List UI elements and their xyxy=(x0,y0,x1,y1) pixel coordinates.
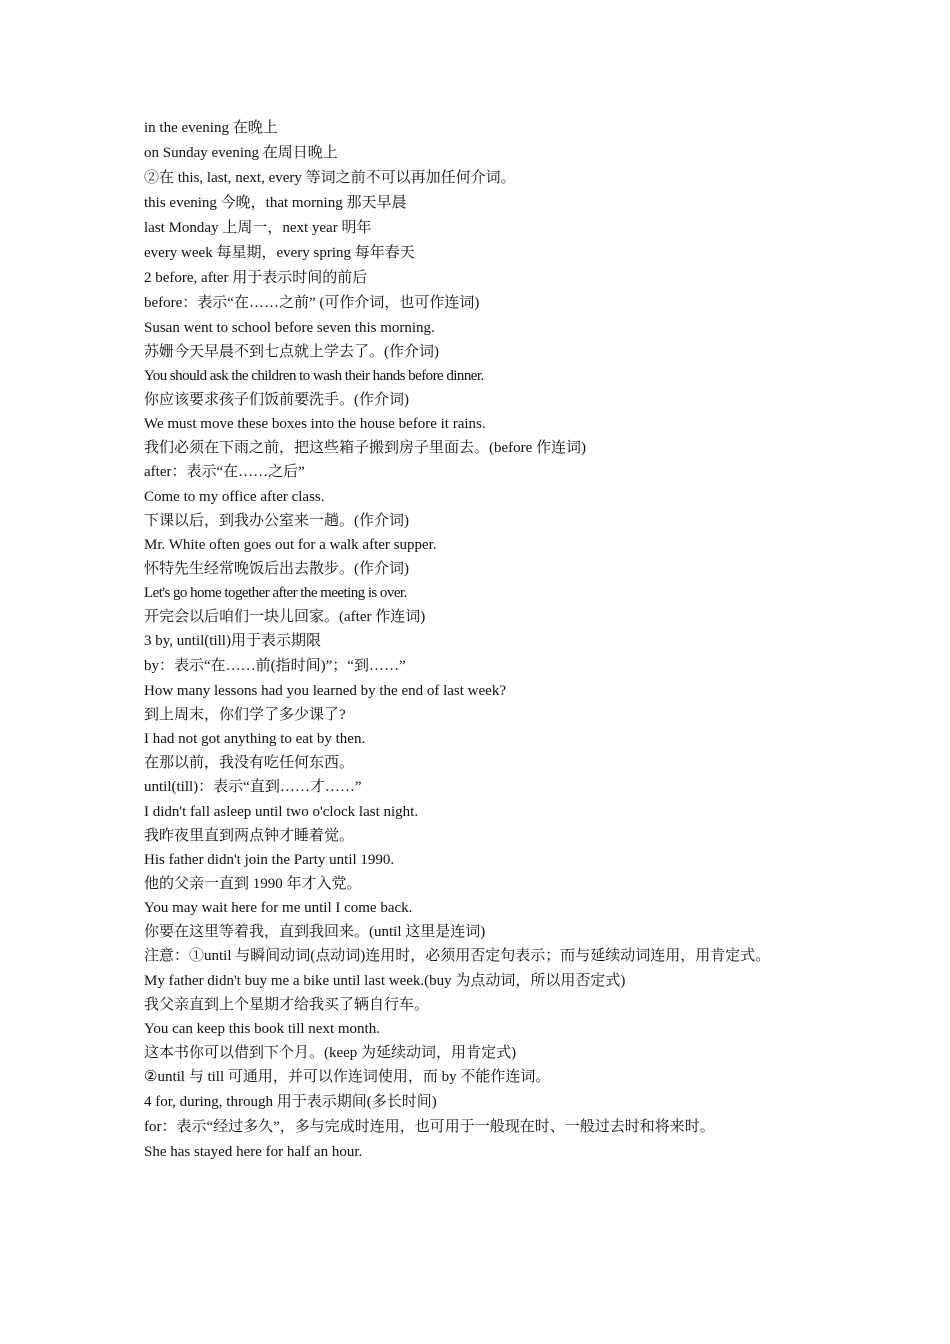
text-line: until(till)：表示“直到……才……” xyxy=(144,779,362,795)
text-line: after：表示“在……之后” xyxy=(144,464,305,480)
text-line: in the evening 在晚上 xyxy=(144,120,278,136)
example-en: Come to my office after class. xyxy=(144,489,325,505)
text-line: for：表示“经过多久”，多与完成时连用，也可用于一般现在时、一般过去时和将来时。 xyxy=(144,1119,715,1135)
example-en: She has stayed here for half an hour. xyxy=(144,1144,363,1160)
section-heading: 3 by, until(till)用于表示期限 xyxy=(144,633,321,649)
example-cn: 我昨夜里直到两点钟才睡着觉。 xyxy=(144,828,355,844)
example-cn: 苏姗今天早晨不到七点就上学去了。(作介词) xyxy=(144,344,439,360)
example-en: You should ask the children to wash their hands before dinner. xyxy=(144,368,484,384)
note-line: ②until 与 till 可通用，并可以作连词使用，而 by 不能作连词。 xyxy=(144,1069,551,1085)
section-heading: 2 before, after 用于表示时间的前后 xyxy=(144,270,368,286)
example-cn: 你应该要求孩子们饭前要洗手。(作介词) xyxy=(144,392,409,408)
section-heading: 4 for, during, through 用于表示期间(多长时间) xyxy=(144,1094,437,1110)
example-en: We must move these boxes into the house before it rains. xyxy=(144,416,486,432)
example-en: How many lessons had you learned by the end of last week? xyxy=(144,683,506,699)
example-cn: 这本书你可以借到下个月。(keep 为延续动词，用肯定式) xyxy=(144,1045,517,1061)
example-cn: 下课以后，到我办公室来一趟。(作介词) xyxy=(144,513,409,529)
text-line: last Monday 上周一，next year 明年 xyxy=(144,220,372,236)
example-en: You may wait here for me until I come back. xyxy=(144,900,413,916)
note-paragraph: 注意：①until 与瞬间动词(点动词)连用时，必须用否定句表示；而与延续动词连用，用肯定式。 xyxy=(144,948,771,964)
example-cn: 我父亲直到上个星期才给我买了辆自行车。 xyxy=(144,997,430,1013)
example-en: I had not got anything to eat by then. xyxy=(144,731,366,747)
example-en: Susan went to school before seven this morning. xyxy=(144,320,435,336)
example-cn: 怀特先生经常晚饭后出去散步。(作介词) xyxy=(144,561,409,577)
text-line: by：表示“在……前(指时间)”；“到……” xyxy=(144,658,406,674)
example-en: Mr. White often goes out for a walk after supper. xyxy=(144,537,437,553)
text-line: before：表示“在……之前” (可作介词，也可作连词) xyxy=(144,295,480,311)
example-en: Let's go home together after the meeting is over. xyxy=(144,585,407,601)
example-en: You can keep this book till next month. xyxy=(144,1021,380,1037)
example-en: I didn't fall asleep until two o'clock last night. xyxy=(144,804,419,820)
text-line: ②在 this, last, next, every 等词之前不可以再加任何介词。 xyxy=(144,170,516,186)
example-cn: 到上周末，你们学了多少课了? xyxy=(144,707,346,723)
example-en: My father didn't buy me a bike until last week.(buy 为点动词，所以用否定式) xyxy=(144,973,626,989)
example-cn: 在那以前，我没有吃任何东西。 xyxy=(144,755,355,771)
example-cn: 他的父亲一直到 1990 年才入党。 xyxy=(144,876,362,892)
document-page xyxy=(144,116,824,1165)
example-cn: 你要在这里等着我，直到我回来。(until 这里是连词) xyxy=(144,924,486,940)
text-line: every week 每星期，every spring 每年春天 xyxy=(144,245,415,261)
example-en: His father didn't join the Party until 1990. xyxy=(144,852,395,868)
text-line: this evening 今晚，that morning 那天早晨 xyxy=(144,195,407,211)
example-cn: 开完会以后咱们一块儿回家。(after 作连词) xyxy=(144,609,426,625)
text-line: on Sunday evening 在周日晚上 xyxy=(144,145,338,161)
example-cn: 我们必须在下雨之前，把这些箱子搬到房子里面去。(before 作连词) xyxy=(144,440,587,456)
